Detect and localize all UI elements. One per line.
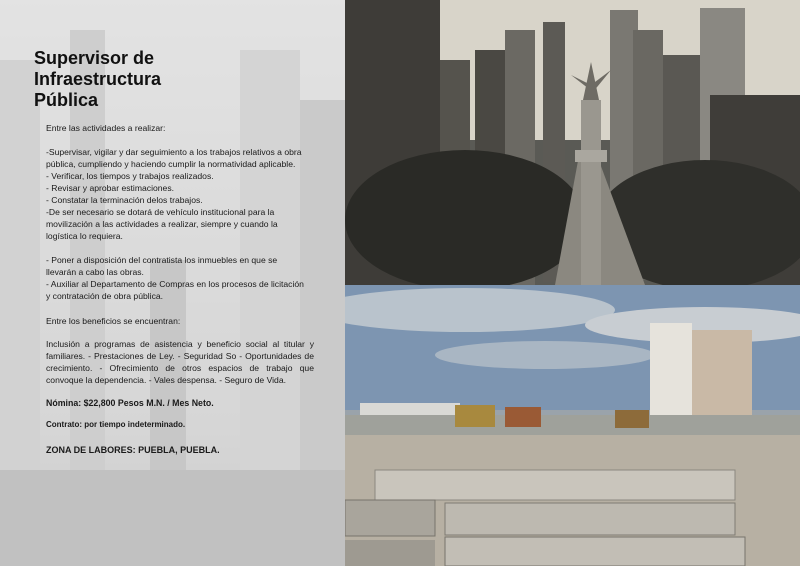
title-line: Supervisor de — [34, 48, 155, 68]
activities-intro: Entre las actividades a realizar: — [46, 123, 166, 133]
activity-item: - Verificar, los tiempos y trabajos realizados. — [46, 171, 214, 181]
benefits-heading: Entre los beneficios se encuentran: — [46, 316, 181, 326]
monument-capital — [575, 150, 607, 162]
concrete-beam — [445, 537, 745, 566]
tower-building — [650, 323, 692, 415]
activity-item: - Constatar la terminación delos trabajos. — [46, 195, 203, 205]
activity-item: - Auxiliar al Departamento de Compras en los procesos de licitación y contratación de obra pública. — [46, 279, 304, 301]
tower-building — [692, 330, 752, 415]
construction-site-photo — [345, 285, 800, 566]
concrete-beam — [345, 540, 435, 566]
city-monument-illustration — [345, 0, 800, 285]
excavator — [615, 410, 649, 428]
benefits-text: Inclusión a programas de asistencia y beneficio social al titular y familiares. - Prestaciones de Ley. - Seguridad So - Oportunidades de crecimiento. - Ofrecimiento de otros espacios de trabajo que convoque la dependencia. - Vales despensa. - Seguro de Vida. — [46, 339, 314, 385]
title-line: Infraestructura — [34, 69, 162, 89]
concrete-beam — [445, 503, 735, 535]
activity-item: - Poner a disposición del contratista los inmuebles en que se llevarán a cabo las obras. — [46, 255, 278, 277]
activity-item: -De ser necesario se dotará de vehículo institucional para la movilización a las actividades a realizar, siempre y cuando la logística lo requiera. — [46, 207, 278, 241]
contract-line: Contrato: por tiempo indeterminado. — [46, 420, 186, 429]
activity-item: - Revisar y aprobar estimaciones. — [46, 183, 174, 193]
salary-line: Nómina: $22,800 Pesos M.N. / Mes Neto. — [46, 398, 214, 408]
activities-list — [46, 146, 308, 302]
trees-left — [345, 150, 585, 285]
construction-illustration — [345, 285, 800, 566]
city-monument-photo — [345, 0, 800, 285]
excavator — [505, 407, 541, 427]
monument-column — [581, 100, 601, 285]
excavator — [455, 405, 495, 427]
concrete-beam — [375, 470, 735, 500]
title-line: Pública — [34, 90, 99, 110]
activity-spacer — [46, 242, 308, 254]
work-zone-line: ZONA DE LABORES: PUEBLA, PUEBLA. — [46, 445, 220, 455]
cloud — [435, 341, 655, 369]
left-info-panel — [0, 0, 345, 566]
activity-item: -Supervisar, vigilar y dar seguimiento a los trabajos relativos a obra pública, cumpliendo y haciendo cumplir la normatividad aplicable. — [46, 147, 302, 169]
concrete-beam — [345, 500, 435, 536]
info-content — [34, 48, 314, 456]
page-title — [34, 48, 306, 111]
